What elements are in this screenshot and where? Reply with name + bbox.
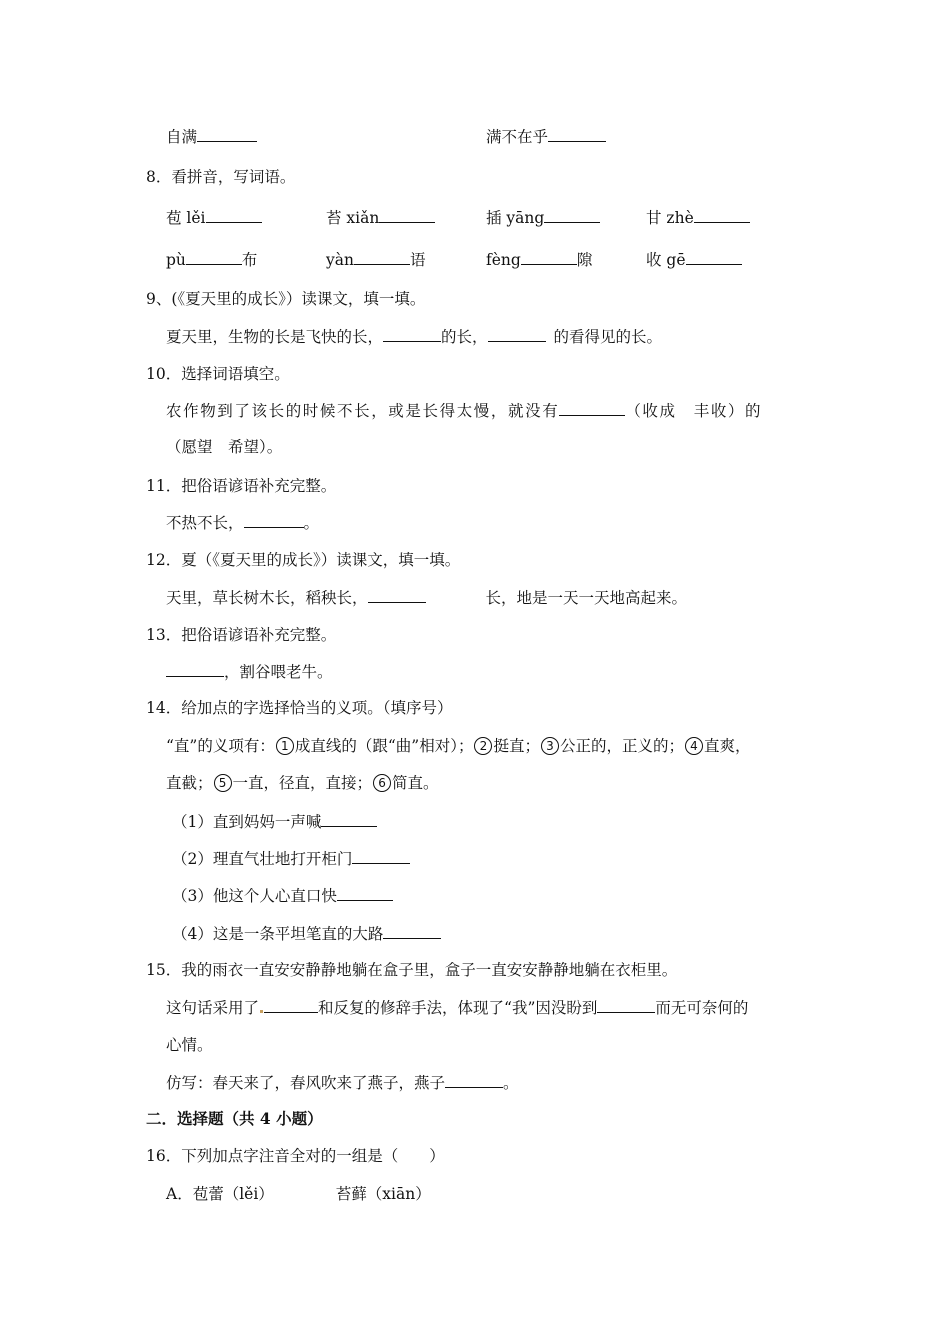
answer-blank[interactable]: [197, 126, 257, 142]
q14-stem: 14．给加点的字选择恰当的义项。（填序号）: [146, 699, 453, 717]
q14-item-4: （4）这是一条平坦笔直的大路: [172, 923, 441, 944]
answer-blank[interactable]: [383, 923, 441, 939]
q12-stem: 12．夏（《夏天里的成长》）读课文，填一填。: [146, 551, 461, 569]
answer-blank[interactable]: [548, 126, 606, 142]
answer-blank[interactable]: [264, 997, 318, 1013]
answer-blank[interactable]: [694, 207, 750, 223]
answer-blank[interactable]: [354, 249, 410, 265]
answer-blank[interactable]: [244, 512, 304, 528]
circled-number: 2: [474, 737, 492, 755]
q8-item-5: pù 布: [166, 251, 258, 269]
q10-line2: （愿望 希望）。: [166, 438, 283, 456]
q14-definitions-line1: “直”的义项有： 1 成直线的（跟“曲”相对）； 2 挺直； 3 公正的，正义的； 4 直爽，: [166, 737, 751, 755]
circled-number: 5: [214, 774, 232, 792]
circled-number: 4: [685, 737, 703, 755]
q8-item-4: 甘 zhè: [646, 207, 750, 228]
q8-stem: 8．看拼音，写词语。: [146, 168, 296, 186]
q15-imitate: 仿写：春天来了，春风吹来了燕子，燕子 。: [166, 1074, 519, 1092]
q14-definitions-line2: 直截； 5 一直，径直，直接； 6 简直。: [166, 774, 439, 792]
q8-item-3: 插 yāng: [486, 207, 600, 228]
q15-line1: 这句话采用了 和反复的修辞手法，体现了“我”因没盼到 而无可奈何的: [166, 999, 749, 1017]
q8-item-6: yàn 语: [326, 251, 426, 269]
answer-blank[interactable]: [559, 400, 625, 416]
q14-item-3: （3）他这个人心直口快: [172, 885, 393, 906]
q7-left-item: 自满: [166, 126, 257, 147]
q10-line1: 农作物到了该长的时候不长，或是长得太慢，就没有 （收成 丰收）的: [166, 402, 763, 420]
q13-text: ，割谷喂老牛。: [166, 661, 333, 682]
answer-blank[interactable]: [488, 326, 546, 342]
q10-stem: 10．选择词语填空。: [146, 365, 290, 383]
q14-item-2: （2）理直气壮地打开柜门: [172, 848, 410, 869]
q9-stem: 9、(《夏天里的成长》）读课文，填一填。: [146, 290, 426, 308]
answer-blank[interactable]: [186, 249, 242, 265]
q15-line2: 心情。: [166, 1036, 213, 1054]
q11-text: 不热不长， 。: [166, 514, 320, 532]
q12-text: 天里，草长树木长，稻秧长， 长，地是一天一天地高起来。: [166, 589, 688, 607]
answer-blank[interactable]: [166, 661, 224, 677]
answer-blank[interactable]: [686, 249, 742, 265]
answer-blank[interactable]: [206, 207, 262, 223]
q16-option-a: A．苞蕾（lěi） 苔藓（xiān）: [166, 1185, 431, 1203]
q16-stem: 16．下列加点字注音全对的一组是（ ）: [146, 1147, 445, 1165]
emphasis-dot-mark: [260, 1010, 263, 1013]
q8-item-2: 苔 xiǎn: [326, 207, 435, 228]
answer-blank[interactable]: [445, 1072, 503, 1088]
section-title: 二．选择题（共 4 小题）: [146, 1109, 323, 1128]
answer-blank[interactable]: [383, 326, 441, 342]
q8-item-1: 苞 lěi: [166, 207, 262, 228]
circled-number: 1: [276, 737, 294, 755]
answer-blank[interactable]: [337, 885, 393, 901]
answer-blank[interactable]: [368, 587, 426, 603]
q11-stem: 11．把俗语谚语补充完整。: [146, 477, 337, 495]
circled-number: 6: [373, 774, 391, 792]
q8-item-8: 收 gē: [646, 249, 742, 270]
answer-blank[interactable]: [379, 207, 435, 223]
answer-blank[interactable]: [321, 811, 377, 827]
q15-stem: 15．我的雨衣一直安安静静地躺在盒子里，盒子一直安安静静地躺在衣柜里。: [146, 961, 678, 979]
q13-stem: 13．把俗语谚语补充完整。: [146, 626, 337, 644]
answer-blank[interactable]: [521, 249, 577, 265]
answer-blank[interactable]: [597, 997, 655, 1013]
q9-text: 夏天里，生物的长是飞快的长， 的长， 的看得见的长。: [166, 328, 663, 346]
q14-item-1: （1）直到妈妈一声喊: [172, 811, 377, 832]
answer-blank[interactable]: [544, 207, 600, 223]
circled-number: 3: [541, 737, 559, 755]
answer-blank[interactable]: [352, 848, 410, 864]
q7-right-item: 满不在乎: [486, 126, 606, 147]
q8-item-7: fèng 隙: [486, 251, 593, 269]
